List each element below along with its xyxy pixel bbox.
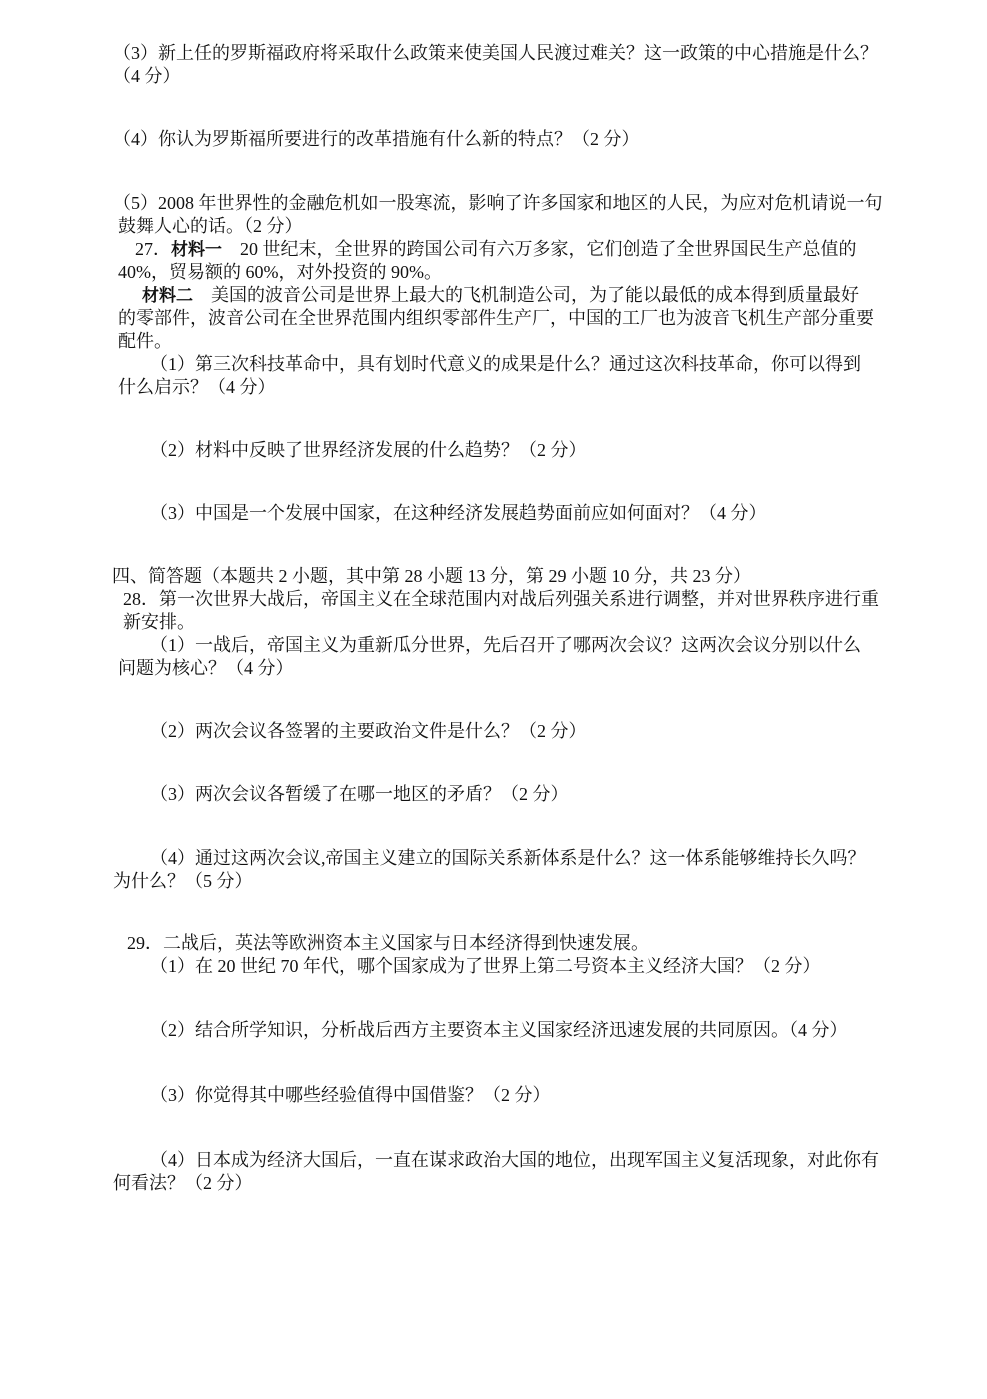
question-27-material-2: [118, 284, 908, 353]
text-line: [150, 1149, 908, 1172]
text-run: 27．: [135, 239, 171, 259]
text-run: 四、简答题（本题共 2 小题，其中第 28 小题 13 分，第 29 小题 10 分，共 23 分）: [112, 566, 751, 586]
question-26-part-5: [113, 192, 908, 238]
text-line: [118, 307, 908, 330]
material-label: 材料一: [171, 240, 222, 259]
text-line: [118, 330, 908, 353]
text-run: （1）第三次科技革命中，具有划时代意义的成果是什么？通过这次科技革命，你可以得到: [150, 354, 861, 374]
text-run: （3）新上任的罗斯福政府将采取什么政策来使美国人民渡过难关？这一政策的中心措施是什么？: [113, 43, 878, 63]
text-run: 为什么？（5 分）: [113, 871, 253, 891]
text-run: （4 分）: [113, 66, 181, 86]
text-run: （4）日本成为经济大国后，一直在谋求政治大国的地位，出现军国主义复活现象，对此你有: [150, 1150, 879, 1170]
text-run: 何看法？（2 分）: [113, 1173, 253, 1193]
question-27-material-1: [118, 238, 908, 284]
material-label: 材料二: [142, 286, 193, 305]
question-28-sub-2: [118, 720, 908, 743]
text-line: [150, 353, 908, 376]
question-26-part-4: [113, 128, 908, 151]
text-run: 的零部件，波音公司在全世界范围内组织零部件生产厂，中国的工厂也为波音飞机生产部分重要: [118, 308, 874, 328]
text-run: （4）你认为罗斯福所要进行的改革措施有什么新的特点？（2 分）: [113, 129, 640, 149]
text-run: 美国的波音公司是世界上最大的飞机制造公司，为了能以最低的成本得到质量最好: [193, 285, 859, 305]
question-27-sub-3: [118, 502, 908, 525]
text-run: 新安排。: [123, 612, 195, 632]
text-line: [127, 932, 908, 955]
question-29-sub-4: [113, 1149, 908, 1195]
text-line: [150, 634, 908, 657]
text-run: 29．二战后，英法等欧洲资本主义国家与日本经济得到快速发展。: [127, 933, 649, 953]
text-line: [150, 1084, 908, 1107]
text-line: [112, 565, 908, 588]
text-line: [150, 955, 908, 978]
exam-content: [112, 42, 908, 1195]
text-line: [113, 128, 908, 151]
text-run: （1）在 20 世纪 70 年代，哪个国家成为了世界上第二号资本主义经济大国？（2 分）: [150, 956, 821, 976]
text-run: （3）中国是一个发展中国家，在这种经济发展趋势面前应如何面对？（4 分）: [150, 503, 767, 523]
text-run: （3）你觉得其中哪些经验值得中国借鉴？（2 分）: [150, 1085, 551, 1105]
text-line: [118, 376, 908, 399]
text-line: [150, 847, 908, 870]
text-line: [150, 720, 908, 743]
question-27-sub-2: [118, 439, 908, 462]
section-4-heading: [112, 565, 908, 588]
text-line: [123, 611, 908, 634]
text-line: [113, 192, 908, 215]
text-run: 40%，贸易额的 60%，对外投资的 90%。: [118, 262, 442, 282]
question-29-sub-2: [118, 1019, 908, 1042]
text-run: 什么启示？（4 分）: [118, 377, 276, 397]
text-line: [118, 261, 908, 284]
question-29-sub-3: [118, 1084, 908, 1107]
question-29-sub-1: [118, 955, 908, 978]
text-run: 配件。: [118, 331, 172, 351]
text-run: 28．第一次世界大战后，帝国主义在全球范围内对战后列强关系进行调整，并对世界秩序进行重: [123, 589, 879, 609]
text-line: [118, 657, 908, 680]
question-28-sub-1: [118, 634, 908, 680]
text-line: [123, 588, 908, 611]
text-line: [142, 284, 908, 307]
text-line: [113, 65, 908, 88]
text-line: [150, 502, 908, 525]
text-run: 鼓舞人心的话。（2 分）: [118, 216, 303, 236]
text-run: （3）两次会议各暂缓了在哪一地区的矛盾？（2 分）: [150, 784, 569, 804]
text-line: [150, 1019, 908, 1042]
question-26-part-3: [113, 42, 908, 88]
text-run: （1）一战后，帝国主义为重新瓜分世界，先后召开了哪两次会议？这两次会议分别以什么: [150, 635, 861, 655]
text-line: [113, 870, 908, 893]
text-run: （5）2008 年世界性的金融危机如一股寒流，影响了许多国家和地区的人民，为应对危机请说一句: [113, 193, 883, 213]
text-run: （2）两次会议各签署的主要政治文件是什么？（2 分）: [150, 721, 587, 741]
question-28-intro: [118, 588, 908, 634]
text-run: （2）材料中反映了世界经济发展的什么趋势？（2 分）: [150, 440, 587, 460]
text-line: [113, 1172, 908, 1195]
text-line: [118, 215, 908, 238]
text-run: （2）结合所学知识，分析战后西方主要资本主义国家经济迅速发展的共同原因。（4 分）: [150, 1020, 848, 1040]
text-run: （4）通过这两次会议,帝国主义建立的国际关系新体系是什么？这一体系能够维持长久吗？: [150, 848, 866, 868]
text-run: 20 世纪末，全世界的跨国公司有六万多家，它们创造了全世界国民生产总值的: [222, 239, 857, 259]
text-run: 问题为核心？（4 分）: [118, 658, 294, 678]
text-line: [150, 439, 908, 462]
text-line: [150, 783, 908, 806]
question-28-sub-4: [113, 847, 908, 893]
question-27-sub-1: [118, 353, 908, 399]
question-29-intro: [118, 932, 908, 955]
text-line: [135, 238, 908, 261]
question-28-sub-3: [118, 783, 908, 806]
text-line: [113, 42, 908, 65]
